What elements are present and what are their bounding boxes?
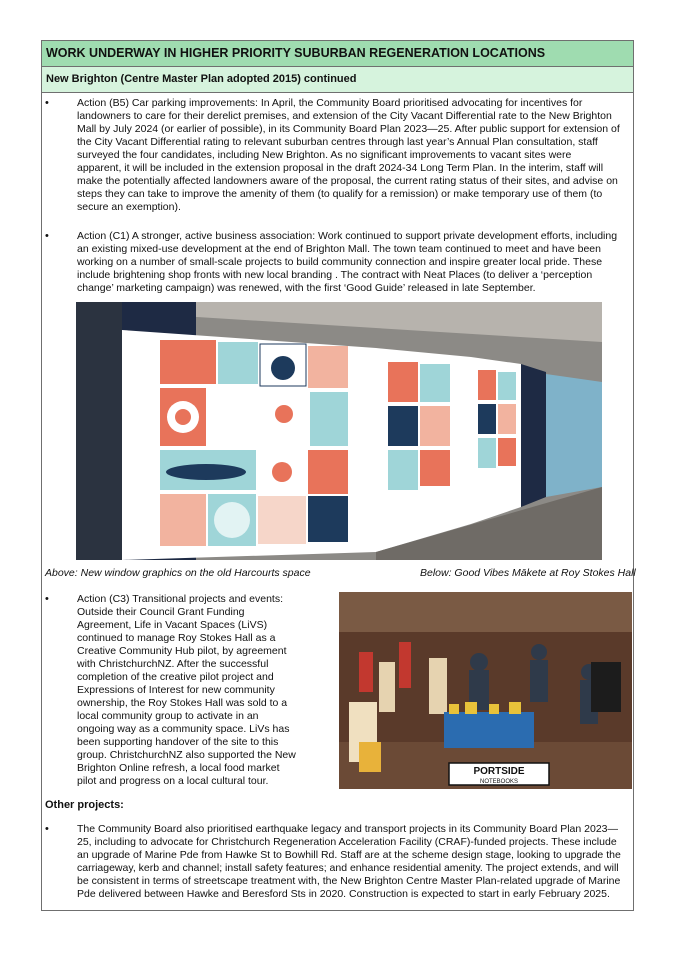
text-line: The Community Board also prioritised earthquake legacy and transport projects in its Community Board Plan 2023— (77, 823, 619, 835)
other-projects-heading: Other projects: (45, 799, 124, 811)
section-title: WORK UNDERWAY IN HIGHER PRIORITY SUBURBAN REGENERATION LOCATIONS (41, 40, 634, 67)
action-b5-paragraph (77, 97, 620, 214)
text-line: ongoing way as a community space. LiVs has (77, 723, 290, 735)
text-line: Outside their Council Grant Funding (77, 606, 245, 618)
text-line: Action (C1) A stronger, active business association: Work continued to support private development efforts, including (77, 230, 618, 242)
text-line: Agreement, Life in Vacant Spaces (LiVS) (77, 619, 268, 631)
text-line: change’ marketing campaign) was renewed, with the first ‘Good Guide’ released in late September. (77, 282, 536, 294)
mural-photo (76, 302, 602, 560)
action-c3-paragraph (77, 593, 296, 788)
action-c1-paragraph (77, 230, 617, 295)
market-sign-line1: PORTSIDE (473, 766, 525, 777)
text-line: secure an exemption). (77, 201, 181, 213)
text-line: working on a number of small-scale projects to build community connection and inspire greater local pride. These (77, 256, 603, 268)
bullet-b5: • (45, 97, 49, 109)
text-line: 25, including to advocate for Christchurch Regeneration Acceleration Facility (CRAF)-funded projects. These include (77, 836, 617, 848)
bullet-c1: • (45, 230, 49, 242)
text-line: ownership, the Roy Stokes Hall was sold to a (77, 697, 288, 709)
section-subtitle: New Brighton (Centre Master Plan adopted 2015) continued (41, 67, 634, 93)
text-line: Creative Community Hub pilot, by agreement (77, 645, 287, 657)
text-line: surveyed the four candidates, including New Brighton. As no significant improvements to vacant sites were (77, 149, 572, 161)
text-line: local community group to activate in an (77, 710, 259, 722)
market-photo (339, 592, 632, 789)
text-line: continued to manage Roy Stokes Hall as a (77, 632, 276, 644)
bullet-c3: • (45, 593, 49, 605)
text-line: make the potentially affected landowners aware of the proposal, the current rating status of their sites, and advise on (77, 175, 618, 187)
text-line: carriageway, kerb and channel; install safety features; and enhance residential amenity. The project extends, and will (77, 862, 619, 874)
text-line: with ChristchurchNZ. After the successful (77, 658, 269, 670)
text-line: Brighton Online refresh, a local food market (77, 762, 280, 774)
text-line: Pde delivered between Hawke and Beresford Sts in 2020. Construction is expected to start in early February 2025. (77, 888, 610, 900)
text-line: an existing mixed-use development at the end of Brighton Mall. The town team continued to meet and have been (77, 243, 601, 255)
text-line: steps they can take to improve the amenity of them (to qualify for a remission) or make temporary use of them (to (77, 188, 603, 200)
text-line: be consistent in terms of streetscape treatment with, the New Brighton Centre Master Plan-related upgrade of Marine (77, 875, 621, 887)
text-line: the City Vacant Differential rating to relevant suburban centres through last year’s Annual Plan consultation, staff (77, 136, 598, 148)
caption-above: Above: New window graphics on the old Harcourts space (45, 567, 311, 579)
other-projects-paragraph (77, 823, 621, 901)
text-line: Action (B5) Car parking improvements: In April, the Community Board prioritised advocating for incentives for (77, 97, 583, 109)
text-line: apparent, it will be included in the extension proposal in the draft 2024-34 Long Term Plan. In the interim, staff will (77, 162, 604, 174)
text-line: include brightening shop fronts with new local branding . The contract with Neat Places (to deliver a ‘perception (77, 269, 593, 281)
bullet-other: • (45, 823, 49, 835)
text-line: Expressions of Interest for new community (77, 684, 275, 696)
text-line: Action (C3) Transitional projects and events: (77, 593, 284, 605)
text-line: group. ChristchurchNZ also supported the New (77, 749, 296, 761)
text-line: landowners to care for their derelict premises, and extension of the City Vacant Differential rate to the New Brighton (77, 110, 612, 122)
text-line: Mall by July 2024 (or earlier of possible), in its Community Board Plan 2023—25. After public support for extension of (77, 123, 620, 135)
market-sign-line2: NOTEBOOKS (479, 779, 519, 785)
text-line: completion of the creative pilot project and (77, 671, 274, 683)
text-line: pilot and progress on a local cultural tour. (77, 775, 269, 787)
caption-below: Below: Good Vibes Mākete at Roy Stokes Hall (420, 567, 636, 579)
text-line: been supporting handover of the site to this (77, 736, 279, 748)
text-line: an upgrade of Marine Pde from Hawke St to Bowhill Rd. Staff are at the scheme design stage, looking to upgrade the (77, 849, 621, 861)
